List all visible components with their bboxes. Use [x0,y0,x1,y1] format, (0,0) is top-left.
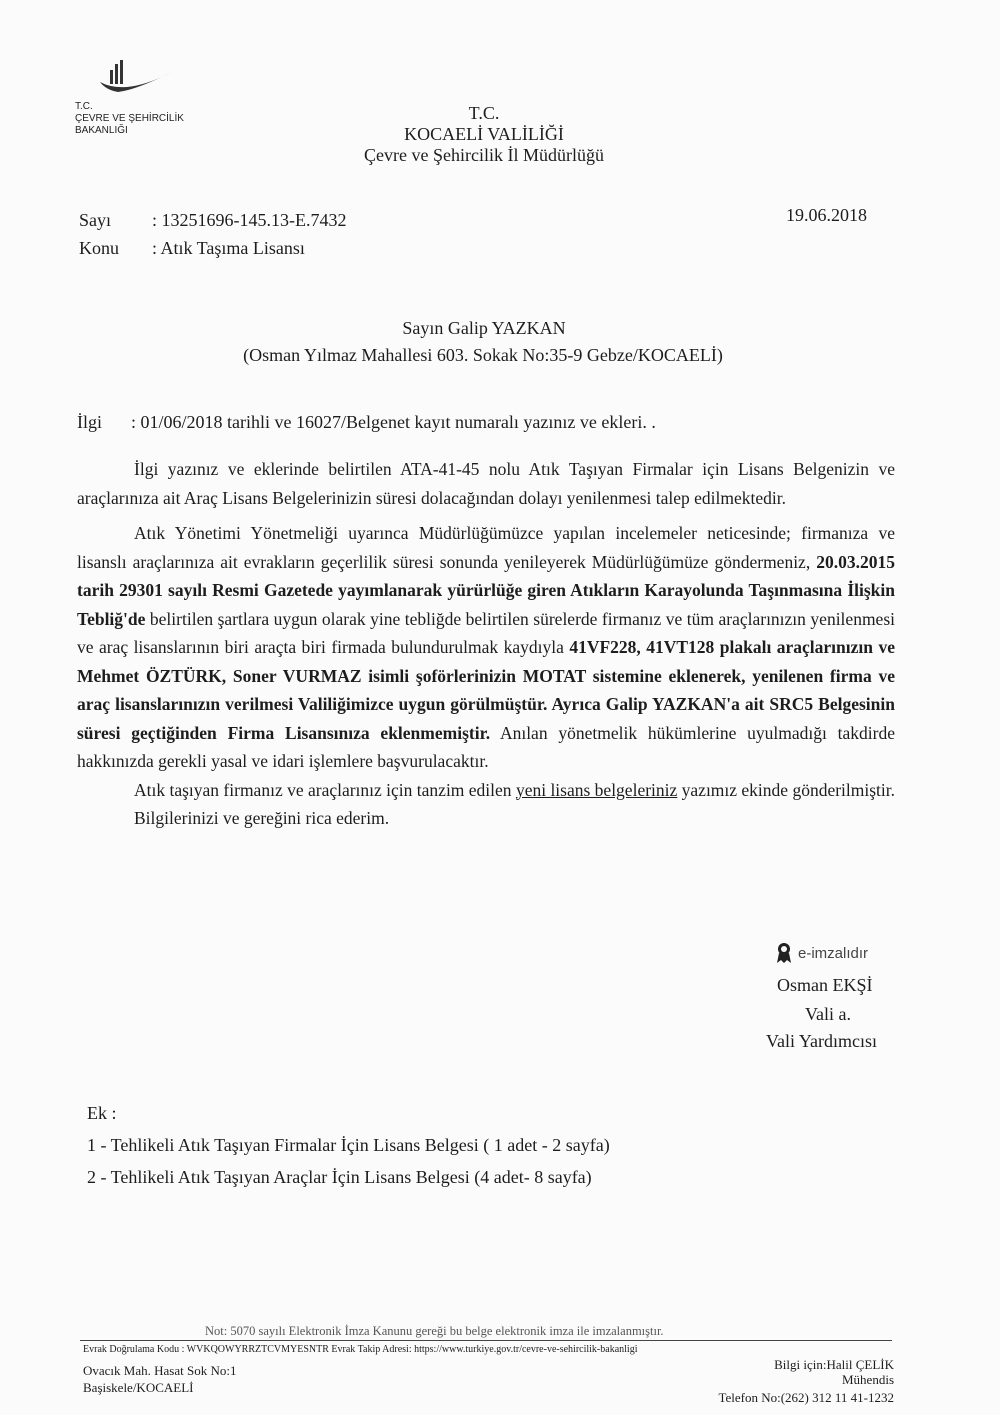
footer-phone: Telefon No:(262) 312 11 41-1232 [718,1390,894,1405]
body-p3-text-a: Atık taşıyan firmanız ve araçlarınız için tanzim edilen [134,779,516,800]
recipient-address: (Osman Yılmaz Mahallesi 603. Sokak No:35-9 Gebze/KOCAELİ) [243,345,723,365]
ministry-logo [96,56,176,100]
body-p2-text-c: belirtilen şartlara uygun olarak yine tebliğde belirtilen sürelerde firmanız ve tüm araçlarınızın yenilenmesi ve araç lisanslarının biri araçta biri firmada bulundurulmak kaydıyla [77,608,895,657]
konu-label: Konu [79,238,119,258]
footer-address-1: Ovacık Mah. Hasat Sok No:1 [83,1363,237,1378]
ministry-logo-icon [96,56,176,100]
header-valilik: KOCAELİ VALİLİĞİ [404,124,564,144]
body-paragraph-2 [77,519,895,776]
ilgi-text: : 01/06/2018 tarihli ve 16027/Belgenet kayıt numaralı yazınız ve ekleri. . [131,412,656,432]
eimza-row [776,942,910,964]
body-p3-text-c: yazımız ekinde gönderilmiştir. [677,779,896,800]
footer-address-2: Başiskele/KOCAELİ [83,1380,194,1395]
body-paragraph-3 [77,776,895,805]
ek-label: Ek : [87,1103,117,1123]
signer-title-2: Vali Yardımcısı [766,1031,878,1051]
recipient-name: Sayın Galip YAZKAN [402,318,566,338]
document-date: 19.06.2018 [786,205,867,225]
footer-info-2: Mühendis [842,1372,894,1387]
body-p2-bold-b: 20.03.2015 tarih 29301 sayılı Resmi Gazetede yayımlanarak yürürlüğe giren Atıkların Karayolunda Taşınmasına İlişkin Tebliğ'de [77,551,895,629]
body-p2-bold-d: 41VF228, 41VT128 plakalı araçlarınızın ve Mehmet ÖZTÜRK, Soner VURMAZ isimli şoförlerinizin MOTAT sistemine eklenerek, yenilenen firma ve araç lisanslarınızın verilmesi Valiliğimizce uygun görülmüştür. Ayrıca Galip YAZKAN'a ait SRC5 Belgesinin süresi geçtiğinden Firma Lisansınıza eklenmemiştir. [77,637,895,743]
logo-line-1: T.C. [75,101,93,112]
signer-name: Osman EKŞİ [777,975,873,995]
signer-title-1: Vali a. [805,1004,851,1024]
footer-note: Not: 5070 sayılı Elektronik İmza Kanunu gereği bu belge elektronik imza ile imzalanmıştır. [205,1324,664,1338]
header-mudurluk: Çevre ve Şehircilik İl Müdürlüğü [364,145,604,165]
ek-item-2: 2 - Tehlikeli Atık Taşıyan Araçlar İçin Lisans Belgesi (4 adet- 8 sayfa) [87,1167,592,1187]
ek-item-1: 1 - Tehlikeli Atık Taşıyan Firmalar İçin Lisans Belgesi ( 1 adet - 2 sayfa) [87,1135,610,1155]
signature-block [760,942,910,1051]
footer-verify: Evrak Doğrulama Kodu : WVKQOWYRRZTCVMYESNTR Evrak Takip Adresi: https://www.turkiye.gov.tr/cevre-ve-sehircilik-bakanligi [83,1344,638,1355]
logo-line-3: BAKANLIĞI [75,125,128,136]
ilgi-label: İlgi [77,412,102,432]
header-tc: T.C. [468,103,500,123]
konu-value: : Atık Taşıma Lisansı [152,238,305,258]
logo-line-2: ÇEVRE VE ŞEHİRCİLİK [75,113,184,124]
body-paragraph-1: İlgi yazınız ve eklerinde belirtilen ATA-41-45 nolu Atık Taşıyan Firmalar için Lisans Belgenizin ve araçlarınıza ait Araç Lisans Belgelerinizin süresi dolacağından dolayı yenilenmesi talep edilmektedir. [77,459,895,508]
letter-body [77,455,895,833]
footer-divider [80,1340,892,1341]
body-p3-underlined: yeni lisans belgeleriniz [515,779,678,800]
footer-info-1: Bilgi için:Halil ÇELİK [774,1357,894,1372]
body-p2-text-e: Anılan yönetmelik hükümlerine uyulmadığı takdirde hakkınızda gerekli yasal ve idari işlemlere başvurulacaktır. [77,722,895,771]
eimza-label: e-imzalıdır [798,944,869,962]
ribbon-award-icon [776,942,792,964]
body-paragraph-4: Bilgilerinizi ve gereğini rica ederim. [134,808,390,828]
sayi-value: : 13251696-145.13-E.7432 [152,210,347,230]
sayi-label: Sayı [79,210,112,230]
body-p2-text-a: Atık Yönetimi Yönetmeliği uyarınca Müdürlüğümüzce yapılan incelemeler neticesinde; firmanıza ve lisanslı araçlarınıza ait evrakların geçerlilik süresi sonunda yenileyerek Müdürlüğümüze göndermeniz, [77,523,895,572]
